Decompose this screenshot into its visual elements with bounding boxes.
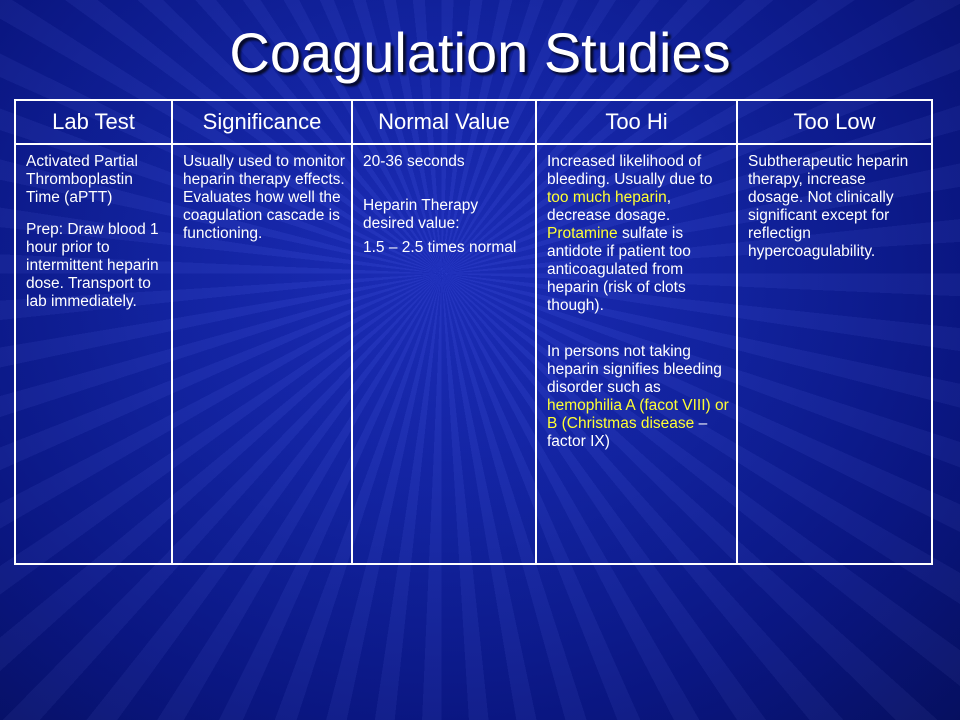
too-hi-paragraph-1	[547, 153, 730, 315]
slide-title: Coagulation Studies	[229, 21, 731, 84]
too-hi-highlight-hemophilia: hemophilia A (facot VIII) or B (Christmas disease	[547, 397, 729, 432]
too-hi-text-e: – factor IX)	[547, 415, 708, 450]
normal-range: 20-36 seconds	[363, 153, 465, 170]
too-low-text: Subtherapeutic heparin therapy, increase dosage. Not clinically significant except for reflectign hypercoagulability.	[748, 153, 909, 260]
cell-too-hi	[536, 144, 737, 564]
too-hi-text-c: sulfate is antidote if patient too anticoagulated from heparin (risk of clots though).	[547, 225, 691, 314]
cell-significance	[172, 144, 352, 564]
lab-test-prep: Prep: Draw blood 1 hour prior to intermittent heparin dose. Transport to lab immediately.	[26, 221, 159, 310]
too-hi-text-b: , decrease dosage.	[547, 189, 672, 224]
too-hi-highlight-protamine: Protamine	[547, 225, 618, 242]
too-hi-highlight-heparin: too much heparin	[547, 189, 667, 206]
table-row	[15, 144, 932, 564]
header-normal-value: Normal Value	[352, 100, 536, 144]
heparin-therapy-label: Heparin Therapy desired value:	[363, 197, 479, 232]
header-too-hi: Too Hi	[536, 100, 737, 144]
heparin-therapy-value: 1.5 – 2.5 times normal	[363, 239, 517, 256]
coagulation-table	[14, 99, 933, 565]
header-significance: Significance	[172, 100, 352, 144]
header-too-low: Too Low	[737, 100, 932, 144]
cell-normal-value	[352, 144, 536, 564]
too-hi-paragraph-2	[547, 343, 730, 451]
too-hi-text-a: Increased likelihood of bleeding. Usually due to	[547, 153, 713, 188]
table-header-row	[15, 100, 932, 144]
header-lab-test: Lab Test	[15, 100, 172, 144]
too-hi-text-d: In persons not taking heparin signifies bleeding disorder such as	[547, 343, 722, 396]
lab-test-name: Activated Partial Thromboplastin Time (aPTT)	[26, 153, 138, 206]
cell-lab-test	[15, 144, 172, 564]
cell-too-low	[737, 144, 932, 564]
significance-text: Usually used to monitor heparin therapy effects. Evaluates how well the coagulation cascade is functioning.	[183, 153, 345, 242]
